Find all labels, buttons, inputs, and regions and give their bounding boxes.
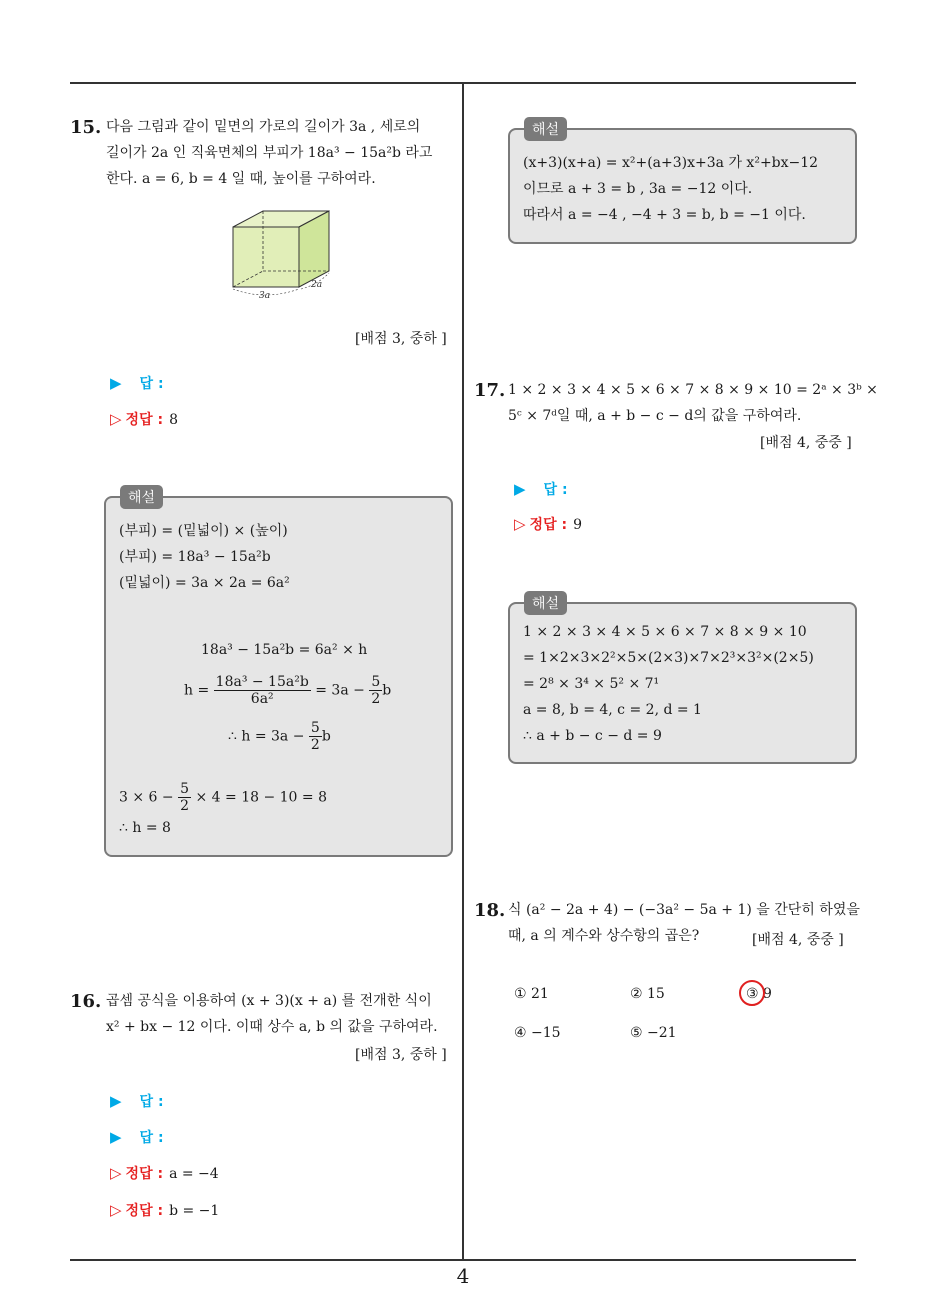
q15-text-line2: 길이가 2a 인 직육면체의 부피가 18a³ − 15a²b 라고 bbox=[106, 145, 433, 161]
play-icon: ▶ bbox=[514, 480, 526, 498]
q15-exp-line2: (부피) = 18a³ − 15a²b bbox=[119, 549, 271, 565]
q16-answer-row-1 bbox=[110, 1091, 164, 1111]
q18-choice-3[interactable]: ③ 9 bbox=[746, 986, 772, 1002]
q15-exp-l5-lhs: h = bbox=[184, 682, 210, 699]
q15-text-line3: 한다. a = 6, b = 4 일 때, 높이를 구하여라. bbox=[106, 171, 376, 187]
explanation-tag: 해설 bbox=[120, 485, 163, 509]
q16-correct-value-1: a = −4 bbox=[169, 1166, 219, 1182]
q18-score: [배점 4, 중중 ] bbox=[752, 932, 844, 948]
correct-label: 정답 : bbox=[125, 1166, 164, 1182]
q16-number: 16. bbox=[70, 991, 102, 1012]
q18-text-line2: 때, a 의 계수와 상수항의 곱은? bbox=[508, 928, 700, 944]
correct-label: 정답 : bbox=[529, 517, 568, 533]
q15-exp-line1: (부피) = (밑넓이) × (높이) bbox=[119, 523, 288, 539]
q17-exp-line1: 1 × 2 × 3 × 4 × 5 × 6 × 7 × 8 × 9 × 10 bbox=[523, 624, 807, 640]
q16-correct-value-2: b = −1 bbox=[169, 1203, 220, 1219]
triangle-outline-icon: ▷ bbox=[110, 1164, 122, 1182]
q17-exp-line5: ∴ a + b − c − d = 9 bbox=[523, 728, 662, 744]
q15-exp-line5: h = $\frac{\text{18a³ − 15a²b}}{\text{6a²}}$ = 3a − $\frac{5}{2}$ b bbox=[184, 674, 392, 707]
q17-answer-row bbox=[514, 479, 568, 499]
q15-correct-row bbox=[110, 409, 178, 429]
q16-score: [배점 3, 중하 ] bbox=[355, 1047, 447, 1063]
q17-text-line1: 1 × 2 × 3 × 4 × 5 × 6 × 7 × 8 × 9 × 10 = 2ᵃ × 3ᵇ × bbox=[508, 382, 878, 398]
q15-label-width: 3a bbox=[259, 291, 271, 301]
answer-label: 답 : bbox=[139, 376, 164, 392]
q17-text-line2: 5ᶜ × 7ᵈ일 때, a + b − c − d의 값을 구하여라. bbox=[508, 408, 802, 424]
q17-number: 17. bbox=[474, 380, 506, 401]
play-icon: ▶ bbox=[110, 1128, 122, 1146]
q15-exp-l5-fraction: $\frac{\text{18a³ − 15a²b}}{\text{6a²}}$ bbox=[215, 674, 309, 707]
q16-exp-line2: 이므로 a + 3 = b , 3a = −12 이다. bbox=[523, 181, 753, 197]
q15-correct-value: 8 bbox=[169, 412, 178, 428]
triangle-outline-icon: ▷ bbox=[110, 410, 122, 428]
q15-exp-l7-fraction: $\frac{5}{2}$ bbox=[180, 781, 190, 814]
play-icon: ▶ bbox=[110, 374, 122, 392]
q15-exp-line4: 18a³ − 15a²b = 6a² × h bbox=[201, 642, 368, 658]
q18-choice-2[interactable]: ② 15 bbox=[630, 986, 665, 1002]
q15-exp-line6: ∴ h = 3a − $\frac{5}{2}$ b bbox=[228, 720, 331, 753]
q16-text-line2: x² + bx − 12 이다. 이때 상수 a, b 의 값을 구하여라. bbox=[106, 1019, 438, 1035]
q17-correct-row bbox=[514, 514, 582, 534]
q17-exp-line3: = 2⁸ × 3⁴ × 5² × 7¹ bbox=[523, 676, 660, 692]
q15-number: 15. bbox=[70, 117, 102, 138]
q15-explanation-box bbox=[104, 490, 453, 857]
explanation-tag: 해설 bbox=[524, 117, 567, 141]
q16-explanation-box bbox=[508, 122, 857, 244]
q15-exp-l6-fraction: $\frac{5}{2}$ bbox=[310, 720, 320, 753]
q18-choice-1[interactable]: ① 21 bbox=[514, 986, 549, 1002]
q15-exp-l5-mid: = 3a − bbox=[315, 682, 365, 699]
play-icon: ▶ bbox=[110, 1092, 122, 1110]
q16-correct-row-1 bbox=[110, 1163, 219, 1183]
q16-correct-row-2 bbox=[110, 1200, 219, 1220]
q15-cuboid-figure bbox=[225, 205, 340, 305]
answer-label: 답 : bbox=[139, 1094, 164, 1110]
q15-exp-line7: 3 × 6 − $\frac{5}{2}$ × 4 = 18 − 10 = 8 bbox=[119, 781, 327, 814]
answer-label: 답 : bbox=[139, 1130, 164, 1146]
q16-answer-row-2 bbox=[110, 1127, 164, 1147]
q15-exp-line3: (밑넓이) = 3a × 2a = 6a² bbox=[119, 575, 290, 591]
explanation-tag: 해설 bbox=[524, 591, 567, 615]
q16-exp-line3: 따라서 a = −4 , −4 + 3 = b, b = −1 이다. bbox=[523, 207, 806, 223]
q17-explanation-box bbox=[508, 596, 857, 764]
q16-exp-line1: (x+3)(x+a) = x²+(a+3)x+3a 가 x²+bx−12 bbox=[523, 155, 819, 171]
q18-choice-5[interactable]: ⑤ −21 bbox=[630, 1025, 677, 1041]
q15-answer-row bbox=[110, 373, 164, 393]
q15-label-depth: 2a bbox=[311, 280, 323, 290]
correct-label: 정답 : bbox=[125, 412, 164, 428]
q17-exp-line4: a = 8, b = 4, c = 2, d = 1 bbox=[523, 702, 702, 718]
q17-correct-value: 9 bbox=[573, 517, 582, 533]
q15-text-line1: 다음 그림과 같이 밑면의 가로의 길이가 3a , 세로의 bbox=[106, 119, 421, 135]
triangle-outline-icon: ▷ bbox=[110, 1201, 122, 1219]
column-divider bbox=[462, 83, 464, 1261]
q18-text-line1: 식 (a² − 2a + 4) − (−3a² − 5a + 1) 을 간단히 하였을 bbox=[508, 902, 860, 918]
q15-exp-line8: ∴ h = 8 bbox=[119, 820, 171, 836]
page-number: 4 bbox=[456, 1264, 470, 1288]
q17-exp-line2: = 1×2×3×2²×5×(2×3)×7×2³×3²×(2×5) bbox=[523, 650, 814, 666]
q16-text-line1: 곱셈 공식을 이용하여 (x + 3)(x + a) 를 전개한 식이 bbox=[106, 993, 432, 1009]
triangle-outline-icon: ▷ bbox=[514, 515, 526, 533]
q18-number: 18. bbox=[474, 900, 506, 921]
q18-choice-4[interactable]: ④ −15 bbox=[514, 1025, 561, 1041]
q15-exp-l5-small-fraction: $\frac{5}{2}$ bbox=[371, 674, 381, 707]
q17-score: [배점 4, 중중 ] bbox=[760, 435, 852, 451]
selected-choice-circle bbox=[739, 980, 765, 1006]
q15-score: [배점 3, 중하 ] bbox=[355, 331, 447, 347]
answer-label: 답 : bbox=[543, 482, 568, 498]
correct-label: 정답 : bbox=[125, 1203, 164, 1219]
